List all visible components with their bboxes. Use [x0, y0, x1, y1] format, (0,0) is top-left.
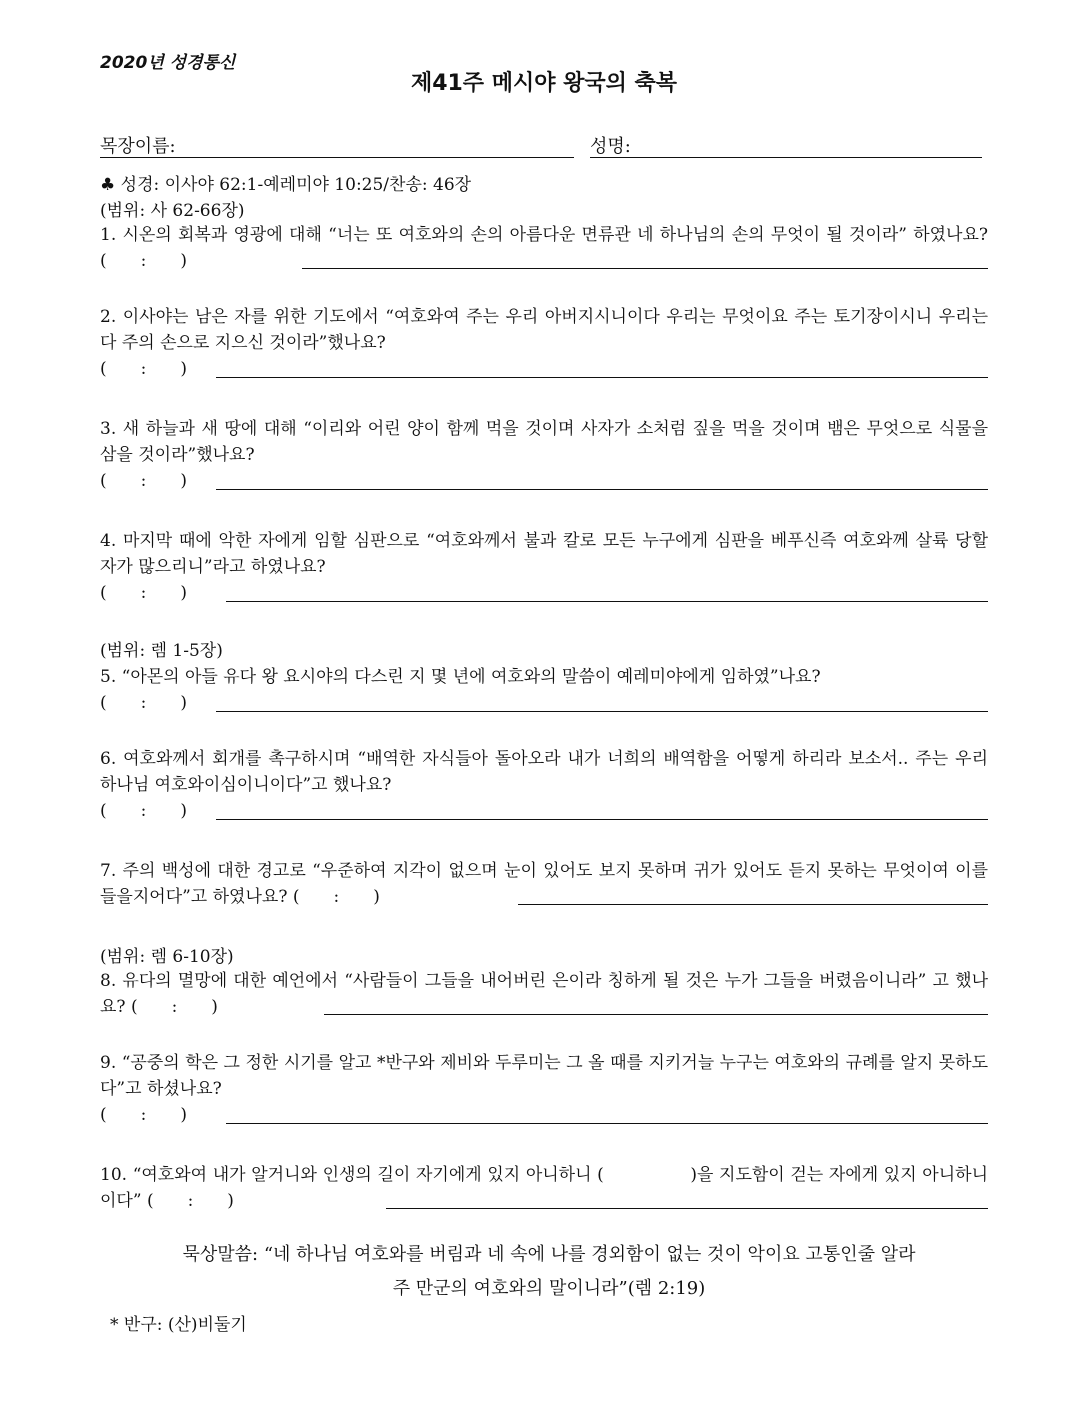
question-text: 3. 새 하늘과 새 땅에 대해 “이리와 어린 양이 함께 먹을 것이며 사자가 소처럼 짚을 먹을 것이며 뱀은 무엇으로 식물을 삼을 것이라”했나요?: [100, 419, 988, 465]
question-text: 4. 마지막 때에 악한 자에게 임할 심판으로 “여호와께서 불과 칼로 모든 누구에게 심판을 베푸신즉 여호와께 살륙 당할 자가 많으리니”라고 하였나요?: [100, 531, 988, 577]
answer-line[interactable]: [302, 268, 988, 269]
question-text: 6. 여호와께서 회개를 촉구하시며 “배역한 자식들아 돌아오라 내가 너희의 배역함을 어떻게 하리라 보소서.. 주는 우리 하나님 여호와이심이니이다”고 했나요?: [100, 749, 988, 795]
answer-line[interactable]: [216, 819, 988, 820]
question-8: [100, 968, 988, 1020]
answer-line[interactable]: [518, 904, 988, 905]
pastor-label: 목장이름:: [100, 136, 176, 157]
question-4: [100, 528, 988, 606]
page-title: 제41주 메시야 왕국의 축복: [410, 71, 678, 96]
memory-verse: [110, 1238, 988, 1306]
answer-line[interactable]: [226, 601, 988, 602]
answer-line[interactable]: [216, 377, 988, 378]
year-note: 2020년 성경통신: [100, 53, 236, 73]
question-6: [100, 746, 988, 824]
question-text: 5. “아몬의 아들 유다 왕 요시야의 다스린 지 몇 년에 여호와의 말씀이 예레미야에게 임하였”나요?: [100, 667, 821, 687]
section-range: (범위: 사 62-66장): [100, 201, 245, 221]
answer-ref: ( : ): [100, 471, 187, 491]
question-text: 1. 시온의 회복과 영광에 대해 “너는 또 여호와의 손의 아름다운 면류관 네 하나님의 손의 무엇이 될 것이라” 하였나요? ( : ): [100, 225, 988, 271]
answer-line[interactable]: [216, 711, 988, 712]
question-3: [100, 416, 988, 494]
answer-row: [100, 690, 988, 716]
answer-row: [100, 468, 988, 494]
answer-ref: ( : ): [100, 801, 187, 821]
question-text: 8. 유다의 멸망에 대한 예언에서 “사람들이 그들을 내어버린 은이라 칭하게 될 것은 누가 그들을 버렸음이니라” 고 했나요? ( : ): [100, 971, 988, 1017]
question-text: 10. “여호와여 내가 알거니와 인생의 길이 자기에게 있지 아니하니 ( )을 지도함이 걷는 자에게 있지 아니하니이다” ( : ): [100, 1165, 988, 1211]
question-9: [100, 1050, 988, 1128]
club-icon: ♣: [100, 175, 116, 195]
answer-row: [100, 798, 988, 824]
answer-row: [100, 1102, 988, 1128]
question-text: 7. 주의 백성에 대한 경고로 “우준하여 지각이 없으며 눈이 있어도 보지 못하며 귀가 있어도 듣지 못하는 무엇이여 이를 들을지어다”고 하였나요? ( : ): [100, 861, 988, 907]
reading-text: 성경: 이사야 62:1-예레미야 10:25/찬송: 46장: [120, 175, 472, 195]
name-label: 성명:: [590, 136, 631, 157]
answer-ref: ( : ): [100, 583, 187, 603]
question-5: [100, 664, 988, 716]
name-row: [100, 132, 982, 158]
answer-line[interactable]: [216, 489, 988, 490]
name-input-line[interactable]: [590, 157, 982, 158]
question-2: [100, 304, 988, 382]
memory-line-2: 주 만군의 여호와의 말이니라”(렘 2:19): [392, 1278, 706, 1299]
answer-line[interactable]: [324, 1014, 988, 1015]
answer-line[interactable]: [226, 1123, 988, 1124]
answer-row: [100, 580, 988, 606]
question-text: 9. “공중의 학은 그 정한 시기를 알고 *반구와 제비와 두루미는 그 올 때를 지키거늘 누구는 여호와의 규례를 알지 못하도다”고 하셨나요?: [100, 1053, 988, 1099]
answer-line[interactable]: [386, 1208, 988, 1209]
answer-ref: ( : ): [100, 693, 187, 713]
reading-line: [100, 170, 471, 195]
question-1: [100, 222, 988, 274]
section-range: (범위: 렘 1-5장): [100, 641, 223, 661]
answer-row: [100, 356, 988, 382]
question-7: [100, 858, 988, 910]
question-text: 2. 이사야는 남은 자를 위한 기도에서 “여호와여 주는 우리 아버지시니이다 우리는 무엇이요 주는 토기장이시니 우리는 다 주의 손으로 지으신 것이라”했나요?: [100, 307, 988, 353]
footnote: * 반구: (산)비둘기: [110, 1315, 247, 1335]
answer-ref: ( : ): [100, 1105, 187, 1125]
section-range: (범위: 렘 6-10장): [100, 947, 234, 967]
memory-line-1: 묵상말씀: “네 하나님 여호와를 버림과 네 속에 나를 경외함이 없는 것이 악이요 고통인줄 알라: [182, 1244, 916, 1265]
pastor-input-line[interactable]: [100, 157, 574, 158]
answer-ref: ( : ): [100, 359, 187, 379]
question-10: [100, 1162, 988, 1214]
